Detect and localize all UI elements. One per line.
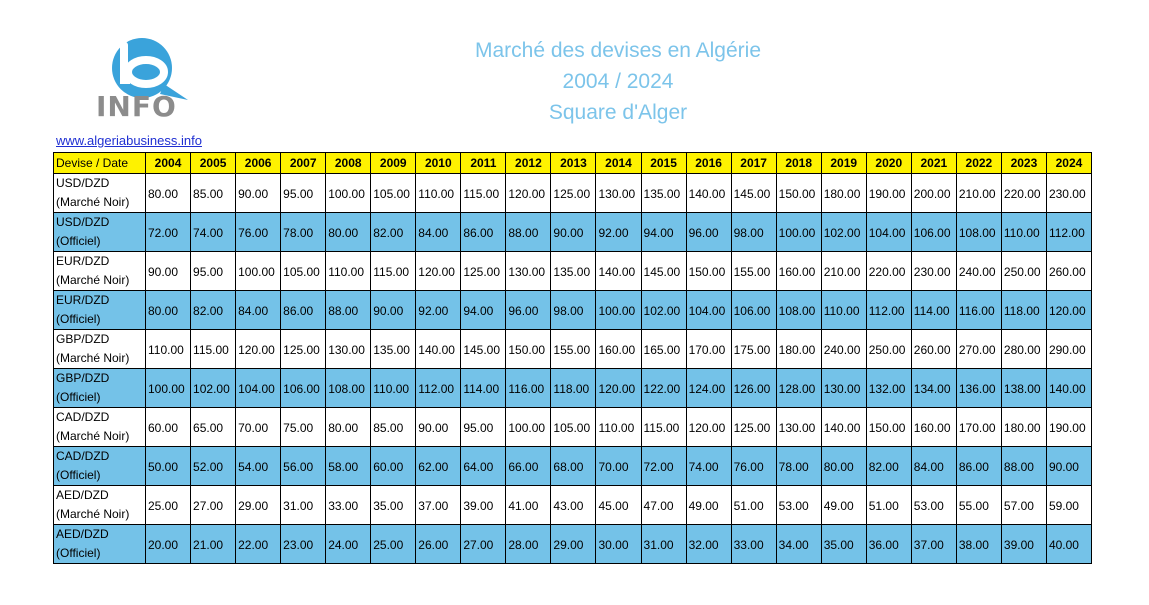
year-header: 2016: [686, 153, 731, 174]
rate-cell: 125.00: [551, 174, 596, 213]
rate-cell: 108.00: [956, 213, 1001, 252]
rate-cell: 86.00: [281, 291, 326, 330]
year-header: 2020: [866, 153, 911, 174]
rate-cell: 120.00: [596, 369, 641, 408]
rate-cell: 88.00: [326, 291, 371, 330]
rate-cell: 35.00: [821, 525, 866, 564]
rate-cell: 150.00: [686, 252, 731, 291]
rate-cell: 200.00: [911, 174, 956, 213]
table-body: [54, 174, 1092, 564]
rate-cell: 72.00: [641, 447, 686, 486]
rate-cell: 175.00: [731, 330, 776, 369]
site-link[interactable]: www.algeriabusiness.info: [56, 133, 202, 148]
rate-cell: 105.00: [551, 408, 596, 447]
rate-cell: 134.00: [911, 369, 956, 408]
rate-cell: 240.00: [956, 252, 1001, 291]
logo-text: INFO: [96, 90, 177, 123]
rate-cell: 31.00: [641, 525, 686, 564]
rate-cell: 110.00: [326, 252, 371, 291]
rate-cell: 104.00: [236, 369, 281, 408]
rate-cell: 100.00: [146, 369, 191, 408]
rate-cell: 280.00: [1001, 330, 1046, 369]
rate-cell: 65.00: [191, 408, 236, 447]
rate-cell: 37.00: [416, 486, 461, 525]
currency-label: [54, 486, 146, 525]
rate-cell: 160.00: [596, 330, 641, 369]
exchange-rates-table: [53, 152, 1092, 564]
rate-cell: 230.00: [1046, 174, 1091, 213]
rate-cell: 106.00: [281, 369, 326, 408]
rate-cell: 116.00: [956, 291, 1001, 330]
rate-cell: 130.00: [596, 174, 641, 213]
rate-cell: 150.00: [866, 408, 911, 447]
rate-cell: 160.00: [776, 252, 821, 291]
rate-cell: 138.00: [1001, 369, 1046, 408]
rate-cell: 80.00: [146, 174, 191, 213]
rate-cell: 140.00: [596, 252, 641, 291]
rate-cell: 100.00: [236, 252, 281, 291]
rate-cell: 108.00: [776, 291, 821, 330]
rate-cell: 118.00: [551, 369, 596, 408]
rate-cell: 72.00: [146, 213, 191, 252]
year-header: 2006: [236, 153, 281, 174]
rate-cell: 60.00: [146, 408, 191, 447]
rate-cell: 165.00: [641, 330, 686, 369]
rate-cell: 52.00: [191, 447, 236, 486]
rate-cell: 74.00: [191, 213, 236, 252]
rate-cell: 47.00: [641, 486, 686, 525]
rate-cell: 82.00: [191, 291, 236, 330]
rate-cell: 59.00: [1046, 486, 1091, 525]
rate-cell: 68.00: [551, 447, 596, 486]
rate-cell: 130.00: [776, 408, 821, 447]
rate-cell: 85.00: [191, 174, 236, 213]
rate-cell: 32.00: [686, 525, 731, 564]
rate-cell: 38.00: [956, 525, 1001, 564]
rate-cell: 120.00: [416, 252, 461, 291]
rate-cell: 136.00: [956, 369, 1001, 408]
rate-cell: 76.00: [236, 213, 281, 252]
table-row: [54, 369, 1092, 408]
rate-cell: 260.00: [911, 330, 956, 369]
rate-cell: 76.00: [731, 447, 776, 486]
table-row: [54, 330, 1092, 369]
rate-cell: 80.00: [326, 213, 371, 252]
year-header: 2008: [326, 153, 371, 174]
year-header: 2010: [416, 153, 461, 174]
rate-cell: 110.00: [371, 369, 416, 408]
rate-cell: 25.00: [371, 525, 416, 564]
year-header: 2012: [506, 153, 551, 174]
rate-cell: 155.00: [551, 330, 596, 369]
rate-cell: 210.00: [956, 174, 1001, 213]
rate-cell: 70.00: [596, 447, 641, 486]
rate-cell: 80.00: [821, 447, 866, 486]
rate-cell: 140.00: [1046, 369, 1091, 408]
rate-cell: 31.00: [281, 486, 326, 525]
rate-cell: 96.00: [506, 291, 551, 330]
table-row: [54, 291, 1092, 330]
rate-cell: 112.00: [416, 369, 461, 408]
rate-cell: 25.00: [146, 486, 191, 525]
rate-cell: 110.00: [596, 408, 641, 447]
table-row: [54, 174, 1092, 213]
rate-cell: 90.00: [236, 174, 281, 213]
rate-cell: 62.00: [416, 447, 461, 486]
rate-type: (Officiel): [56, 468, 101, 482]
rate-cell: 124.00: [686, 369, 731, 408]
rate-cell: 22.00: [236, 525, 281, 564]
rate-cell: 84.00: [416, 213, 461, 252]
rate-cell: 95.00: [281, 174, 326, 213]
rate-cell: 122.00: [641, 369, 686, 408]
rate-cell: 120.00: [506, 174, 551, 213]
rate-cell: 170.00: [956, 408, 1001, 447]
rate-cell: 33.00: [326, 486, 371, 525]
year-header: 2019: [821, 153, 866, 174]
rate-cell: 90.00: [551, 213, 596, 252]
currency-label: [54, 213, 146, 252]
rate-cell: 92.00: [596, 213, 641, 252]
rate-cell: 74.00: [686, 447, 731, 486]
page-title: [400, 35, 836, 128]
rate-cell: 240.00: [821, 330, 866, 369]
rate-cell: 36.00: [866, 525, 911, 564]
rate-cell: 112.00: [866, 291, 911, 330]
year-header: 2015: [641, 153, 686, 174]
rate-cell: 70.00: [236, 408, 281, 447]
currency-label: [54, 330, 146, 369]
rate-cell: 100.00: [776, 213, 821, 252]
rate-cell: 100.00: [506, 408, 551, 447]
year-header: 2014: [596, 153, 641, 174]
rate-cell: 21.00: [191, 525, 236, 564]
currency-pair: EUR/DZD: [56, 293, 110, 307]
rate-cell: 86.00: [461, 213, 506, 252]
rate-cell: 190.00: [1046, 408, 1091, 447]
rate-cell: 49.00: [686, 486, 731, 525]
rate-cell: 130.00: [326, 330, 371, 369]
rate-cell: 39.00: [1001, 525, 1046, 564]
rate-cell: 160.00: [911, 408, 956, 447]
year-header: 2023: [1001, 153, 1046, 174]
rate-cell: 290.00: [1046, 330, 1091, 369]
currency-pair: CAD/DZD: [56, 410, 110, 424]
rate-cell: 28.00: [506, 525, 551, 564]
rate-cell: 180.00: [1001, 408, 1046, 447]
rate-cell: 80.00: [326, 408, 371, 447]
rate-cell: 120.00: [686, 408, 731, 447]
rate-cell: 128.00: [776, 369, 821, 408]
rate-cell: 23.00: [281, 525, 326, 564]
year-header: 2013: [551, 153, 596, 174]
rate-cell: 135.00: [551, 252, 596, 291]
rate-cell: 29.00: [551, 525, 596, 564]
rate-cell: 60.00: [371, 447, 416, 486]
rate-cell: 145.00: [641, 252, 686, 291]
table-row: [54, 252, 1092, 291]
rate-cell: 210.00: [821, 252, 866, 291]
rate-cell: 80.00: [146, 291, 191, 330]
rate-cell: 230.00: [911, 252, 956, 291]
rate-cell: 35.00: [371, 486, 416, 525]
rate-cell: 115.00: [461, 174, 506, 213]
rate-cell: 170.00: [686, 330, 731, 369]
rate-type: (Marché Noir): [56, 195, 130, 209]
rate-cell: 98.00: [731, 213, 776, 252]
rate-cell: 250.00: [1001, 252, 1046, 291]
rate-cell: 94.00: [461, 291, 506, 330]
rate-cell: 106.00: [731, 291, 776, 330]
currency-pair: GBP/DZD: [56, 332, 110, 346]
rate-type: (Marché Noir): [56, 429, 130, 443]
title-line-2: 2004 / 2024: [562, 70, 674, 93]
rate-cell: 94.00: [641, 213, 686, 252]
year-header: 2021: [911, 153, 956, 174]
rate-cell: 37.00: [911, 525, 956, 564]
rate-cell: 90.00: [371, 291, 416, 330]
rate-cell: 260.00: [1046, 252, 1091, 291]
rate-cell: 115.00: [191, 330, 236, 369]
rate-cell: 180.00: [776, 330, 821, 369]
rate-cell: 40.00: [1046, 525, 1091, 564]
rate-cell: 88.00: [506, 213, 551, 252]
rate-cell: 126.00: [731, 369, 776, 408]
rate-cell: 220.00: [866, 252, 911, 291]
rate-cell: 56.00: [281, 447, 326, 486]
rate-cell: 24.00: [326, 525, 371, 564]
rate-cell: 102.00: [641, 291, 686, 330]
rate-cell: 95.00: [461, 408, 506, 447]
rate-cell: 86.00: [956, 447, 1001, 486]
rate-cell: 118.00: [1001, 291, 1046, 330]
rate-cell: 114.00: [461, 369, 506, 408]
table-row: [54, 525, 1092, 564]
rate-cell: 84.00: [911, 447, 956, 486]
rate-cell: 96.00: [686, 213, 731, 252]
rate-cell: 34.00: [776, 525, 821, 564]
rate-cell: 29.00: [236, 486, 281, 525]
currency-pair: USD/DZD: [56, 215, 110, 229]
rate-cell: 145.00: [731, 174, 776, 213]
rate-cell: 140.00: [416, 330, 461, 369]
rate-cell: 125.00: [731, 408, 776, 447]
currency-pair: GBP/DZD: [56, 371, 110, 385]
currency-label: [54, 447, 146, 486]
rate-cell: 145.00: [461, 330, 506, 369]
table-row: [54, 486, 1092, 525]
rate-cell: 110.00: [146, 330, 191, 369]
rate-cell: 45.00: [596, 486, 641, 525]
rate-cell: 132.00: [866, 369, 911, 408]
currency-label: [54, 291, 146, 330]
table-header-row: [54, 153, 1092, 174]
rate-cell: 155.00: [731, 252, 776, 291]
currency-label: [54, 525, 146, 564]
rate-cell: 110.00: [416, 174, 461, 213]
rate-cell: 100.00: [326, 174, 371, 213]
rate-cell: 82.00: [866, 447, 911, 486]
currency-pair: CAD/DZD: [56, 449, 110, 463]
rate-cell: 220.00: [1001, 174, 1046, 213]
rate-cell: 120.00: [236, 330, 281, 369]
rate-cell: 150.00: [776, 174, 821, 213]
rate-cell: 125.00: [461, 252, 506, 291]
year-header: 2017: [731, 153, 776, 174]
rate-cell: 30.00: [596, 525, 641, 564]
rate-cell: 250.00: [866, 330, 911, 369]
rate-cell: 53.00: [911, 486, 956, 525]
rate-cell: 115.00: [371, 252, 416, 291]
title-line-3: Square d'Alger: [548, 101, 688, 124]
rate-cell: 78.00: [776, 447, 821, 486]
rate-cell: 180.00: [821, 174, 866, 213]
currency-label: [54, 408, 146, 447]
currency-label: [54, 174, 146, 213]
rate-cell: 110.00: [821, 291, 866, 330]
corner-header: Devise / Date: [54, 153, 146, 174]
rate-cell: 84.00: [236, 291, 281, 330]
rate-cell: 104.00: [686, 291, 731, 330]
currency-pair: AED/DZD: [56, 527, 109, 541]
currency-pair: EUR/DZD: [56, 254, 110, 268]
rate-cell: 90.00: [1046, 447, 1091, 486]
rate-cell: 150.00: [506, 330, 551, 369]
rate-cell: 58.00: [326, 447, 371, 486]
table-row: [54, 213, 1092, 252]
year-header: 2007: [281, 153, 326, 174]
rate-cell: 53.00: [776, 486, 821, 525]
rate-cell: 88.00: [1001, 447, 1046, 486]
currency-pair: AED/DZD: [56, 488, 109, 502]
rate-cell: 102.00: [191, 369, 236, 408]
rate-cell: 120.00: [1046, 291, 1091, 330]
year-header: 2018: [776, 153, 821, 174]
rate-cell: 82.00: [371, 213, 416, 252]
rate-cell: 105.00: [371, 174, 416, 213]
rate-cell: 100.00: [596, 291, 641, 330]
rate-cell: 130.00: [821, 369, 866, 408]
rate-cell: 125.00: [281, 330, 326, 369]
rate-cell: 26.00: [416, 525, 461, 564]
rate-cell: 33.00: [731, 525, 776, 564]
rate-cell: 130.00: [506, 252, 551, 291]
rate-cell: 78.00: [281, 213, 326, 252]
rate-cell: 51.00: [731, 486, 776, 525]
rate-cell: 50.00: [146, 447, 191, 486]
year-header: 2011: [461, 153, 506, 174]
rate-type: (Officiel): [56, 312, 101, 326]
title-line-1: Marché des devises en Algérie: [475, 39, 761, 62]
currency-pair: USD/DZD: [56, 176, 110, 190]
rate-cell: 190.00: [866, 174, 911, 213]
rate-cell: 95.00: [191, 252, 236, 291]
table-row: [54, 408, 1092, 447]
rate-cell: 140.00: [686, 174, 731, 213]
rate-cell: 92.00: [416, 291, 461, 330]
rate-cell: 116.00: [506, 369, 551, 408]
currency-label: [54, 369, 146, 408]
rate-cell: 57.00: [1001, 486, 1046, 525]
rate-cell: 102.00: [821, 213, 866, 252]
rate-cell: 270.00: [956, 330, 1001, 369]
table-row: [54, 447, 1092, 486]
rate-cell: 105.00: [281, 252, 326, 291]
rate-cell: 64.00: [461, 447, 506, 486]
rate-type: (Officiel): [56, 546, 101, 560]
rate-cell: 104.00: [866, 213, 911, 252]
rate-cell: 115.00: [641, 408, 686, 447]
rate-type: (Marché Noir): [56, 507, 130, 521]
rate-cell: 66.00: [506, 447, 551, 486]
rate-cell: 110.00: [1001, 213, 1046, 252]
year-header: 2024: [1046, 153, 1091, 174]
rate-type: (Marché Noir): [56, 351, 130, 365]
year-header: 2022: [956, 153, 1001, 174]
rate-cell: 51.00: [866, 486, 911, 525]
rate-cell: 114.00: [911, 291, 956, 330]
rate-cell: 112.00: [1046, 213, 1091, 252]
rate-cell: 49.00: [821, 486, 866, 525]
rate-cell: 90.00: [416, 408, 461, 447]
rate-cell: 55.00: [956, 486, 1001, 525]
rate-cell: 43.00: [551, 486, 596, 525]
year-header: 2005: [191, 153, 236, 174]
rate-type: (Officiel): [56, 390, 101, 404]
rate-cell: 75.00: [281, 408, 326, 447]
rate-cell: 41.00: [506, 486, 551, 525]
rate-cell: 20.00: [146, 525, 191, 564]
rate-cell: 135.00: [641, 174, 686, 213]
rate-cell: 106.00: [911, 213, 956, 252]
rate-type: (Officiel): [56, 234, 101, 248]
rate-cell: 54.00: [236, 447, 281, 486]
rate-cell: 135.00: [371, 330, 416, 369]
year-header: 2004: [146, 153, 191, 174]
rate-cell: 85.00: [371, 408, 416, 447]
rate-type: (Marché Noir): [56, 273, 130, 287]
rate-cell: 108.00: [326, 369, 371, 408]
rate-cell: 90.00: [146, 252, 191, 291]
rate-cell: 39.00: [461, 486, 506, 525]
rate-cell: 98.00: [551, 291, 596, 330]
rate-cell: 27.00: [461, 525, 506, 564]
year-header: 2009: [371, 153, 416, 174]
currency-label: [54, 252, 146, 291]
rate-cell: 27.00: [191, 486, 236, 525]
rate-cell: 140.00: [821, 408, 866, 447]
